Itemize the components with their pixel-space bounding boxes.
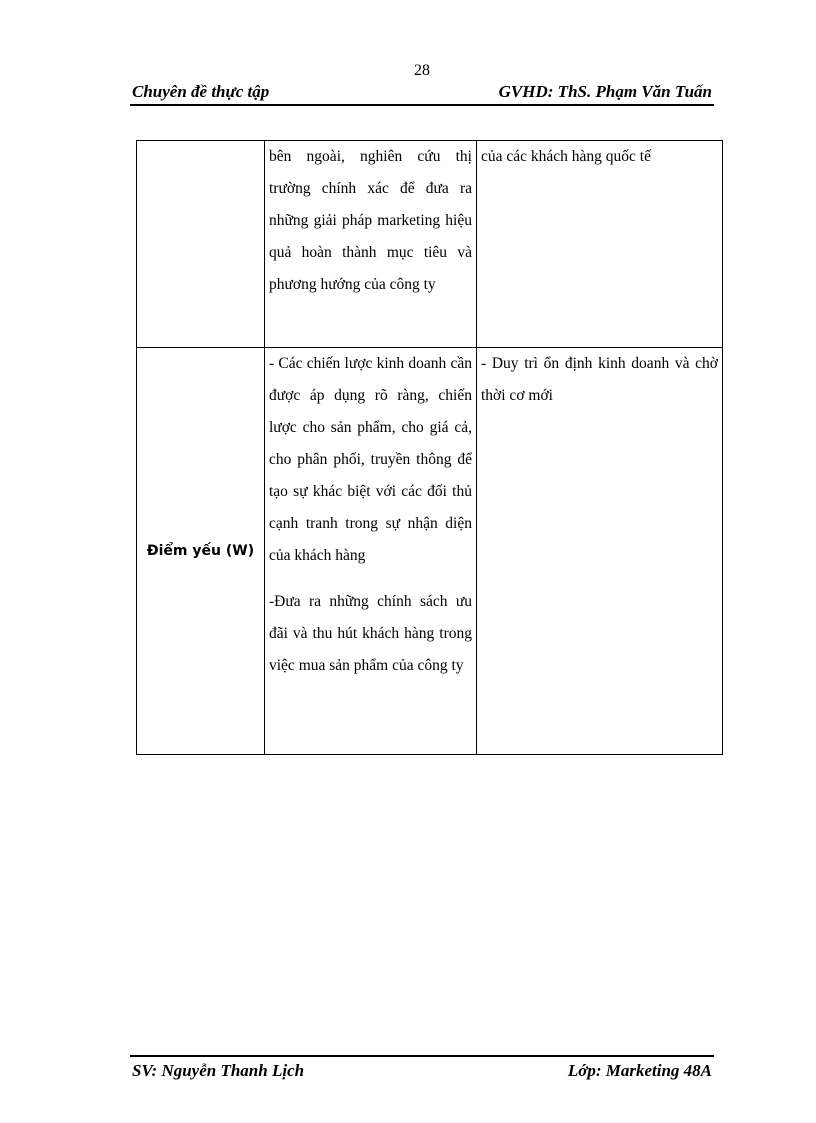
page-header xyxy=(130,82,714,106)
page-footer xyxy=(130,1055,714,1081)
page-number: 28 xyxy=(414,62,430,79)
table-cell-weakness-strategy-alt xyxy=(477,348,723,755)
table-cell-strategy xyxy=(265,141,477,348)
table-row xyxy=(137,348,723,755)
footer-class: Lớp: Marketing 48A xyxy=(567,1061,712,1080)
table-cell-weakness-label: Điểm yếu (W) xyxy=(137,348,265,755)
cell-text: - Duy trì ổn định kinh doanh và chờ thời cơ mới xyxy=(481,355,718,404)
table-cell-label-empty xyxy=(137,141,265,348)
swot-table xyxy=(136,140,723,755)
table-cell-strategy-alt xyxy=(477,141,723,348)
cell-paragraph: - Các chiến lược kinh doanh cần được áp dụng rõ ràng, chiến lược cho sản phẩm, cho giá cả, cho phân phối, truyền thông để tạo sự khác biệt với các đối thủ cạnh tranh trong sự nhận diện của khách hàng xyxy=(269,355,472,564)
header-supervisor: GVHD: ThS. Phạm Văn Tuấn xyxy=(498,82,712,101)
cell-paragraph: -Đưa ra những chính sách ưu đãi và thu hút khách hàng trong việc mua sản phẩm của công ty xyxy=(269,593,472,674)
table-row xyxy=(137,141,723,348)
header-document-title: Chuyên đề thực tập xyxy=(132,82,270,101)
cell-text: của các khách hàng quốc tế xyxy=(481,148,651,165)
table-cell-weakness-strategy xyxy=(265,348,477,755)
footer-student-name: SV: Nguyễn Thanh Lịch xyxy=(132,1061,305,1080)
cell-text: bên ngoài, nghiên cứu thị trường chính xác để đưa ra những giải pháp marketing hiệu quả hoàn thành mục tiêu và phương hướng của công ty xyxy=(269,148,472,293)
